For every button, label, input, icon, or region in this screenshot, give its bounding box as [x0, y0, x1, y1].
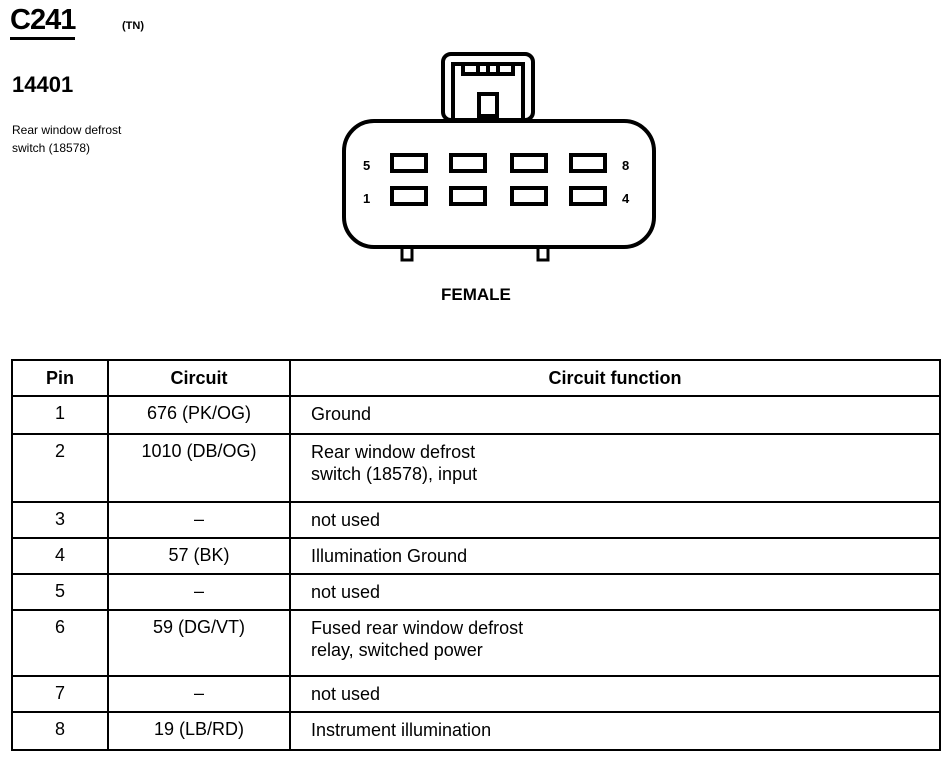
cell-circuit-function — [290, 396, 940, 434]
cell-pin: 6 — [12, 610, 108, 676]
table-row — [12, 712, 940, 750]
cell-pin: 4 — [12, 538, 108, 574]
pin-label-bottom-right: 4 — [622, 191, 630, 206]
table-row — [12, 676, 940, 712]
circuit-function-line: switch (18578), input — [311, 464, 478, 484]
table-row — [12, 396, 940, 434]
cell-pin: 2 — [12, 434, 108, 502]
header-pin: Pin — [12, 360, 108, 396]
table-row — [12, 434, 940, 502]
circuit-function-line: Rear window defrost — [311, 442, 476, 462]
cell-pin: 3 — [12, 502, 108, 538]
pin-label-top-right: 8 — [622, 158, 630, 173]
circuit-function-line: not used — [311, 510, 381, 530]
pin-label-bottom-left: 1 — [363, 191, 371, 206]
table-header-row — [12, 360, 940, 396]
cell-circuit-function — [290, 676, 940, 712]
circuit-function-line: relay, switched power — [311, 640, 483, 660]
table-row — [12, 610, 940, 676]
circuit-function-line: Fused rear window defrost — [311, 618, 524, 638]
pin-table — [11, 359, 941, 751]
cell-pin: 8 — [12, 712, 108, 750]
cell-pin: 1 — [12, 396, 108, 434]
header-circuit-function: Circuit function — [290, 360, 940, 396]
connector-description-line-1: Rear window defrost — [12, 123, 122, 137]
cell-circuit: 57 (BK) — [108, 538, 290, 574]
connector-id: C241 — [10, 4, 75, 40]
cell-pin: 7 — [12, 676, 108, 712]
circuit-function-line: not used — [311, 582, 381, 602]
cell-circuit-function — [290, 712, 940, 750]
cell-circuit: 676 (PK/OG) — [108, 396, 290, 434]
circuit-function-line: Ground — [311, 404, 372, 424]
table-row — [12, 502, 940, 538]
cell-pin: 5 — [12, 574, 108, 610]
connector-housing — [344, 121, 654, 247]
cell-circuit-function — [290, 610, 940, 676]
locking-tab — [443, 54, 533, 120]
cell-circuit: – — [108, 676, 290, 712]
circuit-function-line: not used — [311, 684, 381, 704]
table-row — [12, 538, 940, 574]
connector-gender: FEMALE — [441, 285, 511, 304]
cell-circuit: – — [108, 574, 290, 610]
cell-circuit: 59 (DG/VT) — [108, 610, 290, 676]
cell-circuit: 19 (LB/RD) — [108, 712, 290, 750]
connector-description-line-2: switch (18578) — [12, 141, 91, 155]
circuit-function-line: Illumination Ground — [311, 546, 468, 566]
cell-circuit: – — [108, 502, 290, 538]
cell-circuit-function — [290, 434, 940, 502]
table-row — [12, 574, 940, 610]
cell-circuit-function — [290, 574, 940, 610]
cell-circuit-function — [290, 502, 940, 538]
header-circuit: Circuit — [108, 360, 290, 396]
circuit-function-line: Instrument illumination — [311, 720, 492, 740]
cell-circuit-function — [290, 538, 940, 574]
part-number: 14401 — [12, 72, 74, 97]
pin-label-top-left: 5 — [363, 158, 371, 173]
cell-circuit: 1010 (DB/OG) — [108, 434, 290, 502]
connector-location: (TN) — [122, 20, 144, 32]
